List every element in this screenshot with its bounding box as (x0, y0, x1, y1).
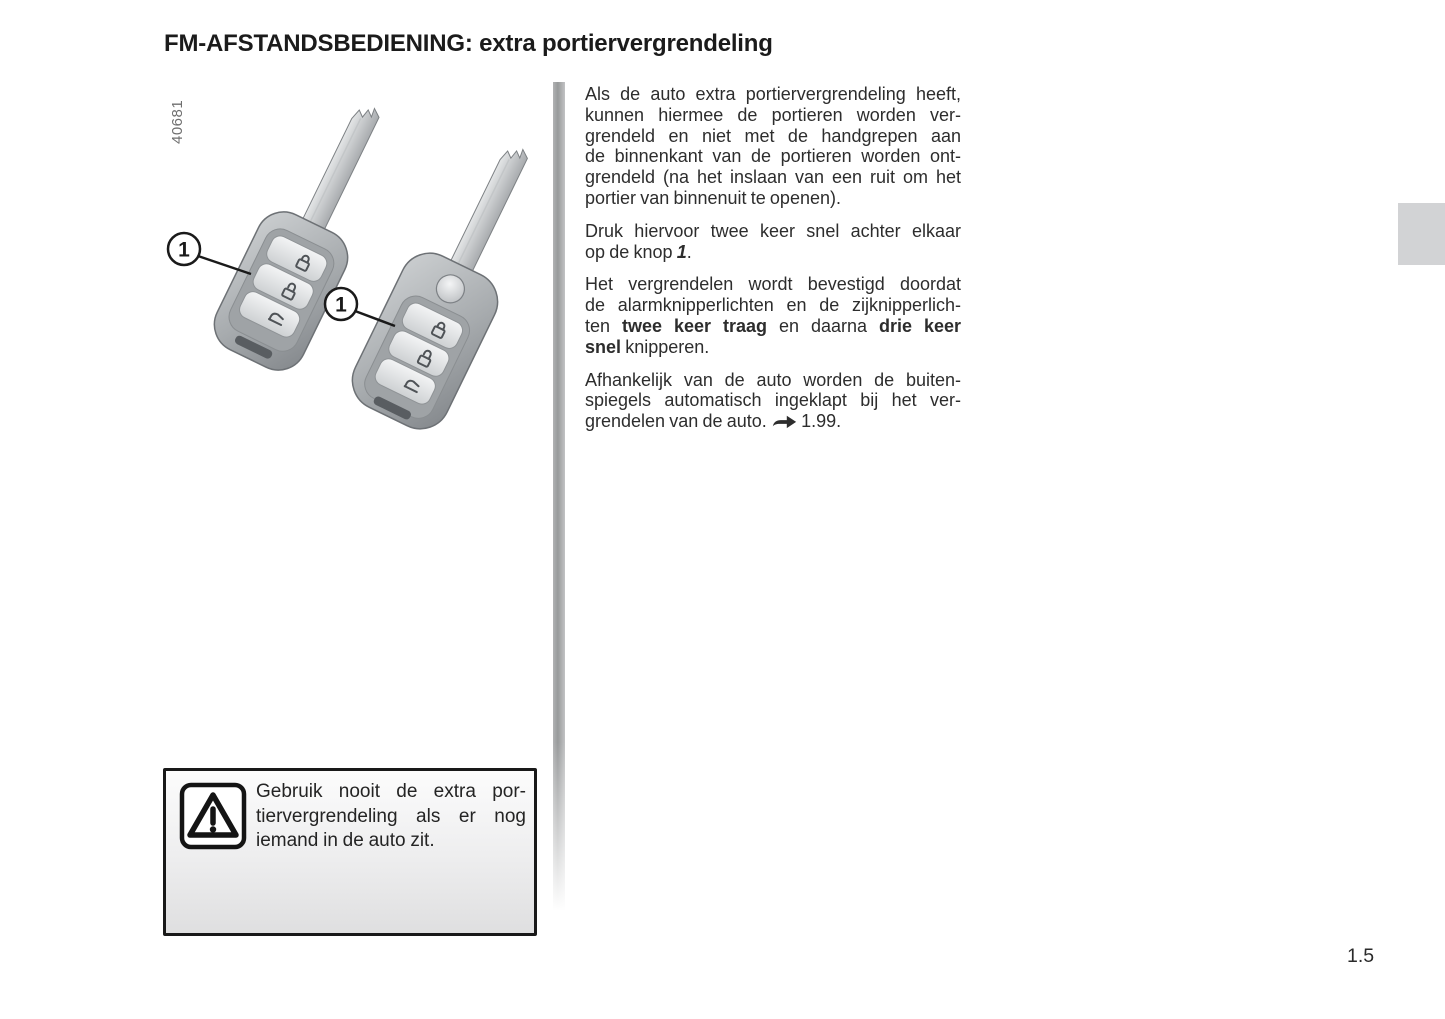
section-tab (1398, 203, 1445, 265)
text-segment: tiervergrendeling als er nog (256, 805, 526, 827)
text-segment: grendelen van de auto. (585, 411, 771, 432)
key-fob-flip (342, 125, 539, 438)
text-segment: grendeld (na het inslaan van een ruit om het (585, 167, 961, 188)
text-line (585, 126, 961, 147)
cross-reference-arrow-icon (771, 411, 797, 432)
emphasized-text: twee keer traag (622, 315, 767, 336)
page-title: FM-AFSTANDSBEDIENING: extra portiervergrendeling (164, 30, 773, 57)
key-fob-illustration-svg (163, 83, 539, 453)
paragraph (585, 370, 961, 432)
page-number: 1.5 (1347, 945, 1375, 967)
warning-triangle-icon (179, 782, 247, 850)
text-segment: . (686, 241, 692, 262)
text-segment: kunnen hiermee de portieren worden ver- (585, 104, 961, 125)
text-line (585, 390, 961, 411)
body-text-column (585, 84, 961, 444)
key-blade (448, 142, 531, 277)
text-line (585, 167, 961, 188)
text-segment: spiegels automatisch ingeklapt bij het ver- (585, 390, 961, 411)
photo-reference-number: 40681 (169, 99, 186, 144)
emphasized-text: drie keer (878, 315, 961, 336)
key-blade (299, 101, 382, 236)
paragraph (585, 84, 961, 209)
text-line (585, 84, 961, 105)
text-line (585, 295, 961, 316)
callout-label: 1 (335, 293, 347, 317)
text-line (585, 221, 961, 242)
text-line (585, 337, 961, 358)
paragraph (585, 274, 961, 357)
text-line (585, 188, 961, 209)
text-line (585, 316, 961, 337)
text-segment: Afhankelijk van de auto worden de buiten- (585, 369, 961, 390)
key-fob-illustration (163, 83, 539, 453)
text-segment: de alarmknipperlichten en de zijknipperlich- (585, 295, 961, 316)
text-line (585, 105, 961, 126)
text-segment: iemand in de auto zit. (256, 830, 435, 851)
text-line (585, 242, 961, 263)
text-segment: grendeld en niet met de handgrepen aan (585, 125, 961, 146)
column-divider (553, 82, 565, 928)
text-segment: Als de auto extra portiervergrendeling heeft, (585, 84, 961, 104)
text-segment: op de knop (585, 241, 677, 262)
emphasized-text: snel (585, 336, 622, 357)
text-segment: Druk hiervoor twee keer snel achter elkaar (585, 220, 961, 241)
text-line (256, 805, 526, 830)
text-segment: en daarna (767, 315, 879, 336)
text-segment: de binnenkant van de portieren worden ont- (585, 146, 961, 167)
text-line (256, 780, 526, 805)
text-segment: 1.99. (796, 411, 842, 432)
paragraph (585, 221, 961, 263)
warning-text (256, 780, 526, 854)
text-line (585, 146, 961, 167)
text-line (256, 829, 526, 854)
text-line (585, 370, 961, 391)
text-segment: knipperen. (621, 336, 710, 357)
emphasized-text: 1 (676, 241, 687, 262)
warning-box (163, 768, 537, 936)
text-segment: Het vergrendelen wordt bevestigd doordat (585, 274, 961, 295)
text-segment: ten (585, 315, 622, 336)
text-line (585, 411, 961, 432)
text-segment: portier van binnenuit te openen). (585, 187, 841, 208)
text-segment: Gebruik nooit de extra por- (256, 781, 526, 802)
text-line (585, 274, 961, 295)
callout-label: 1 (178, 238, 190, 262)
